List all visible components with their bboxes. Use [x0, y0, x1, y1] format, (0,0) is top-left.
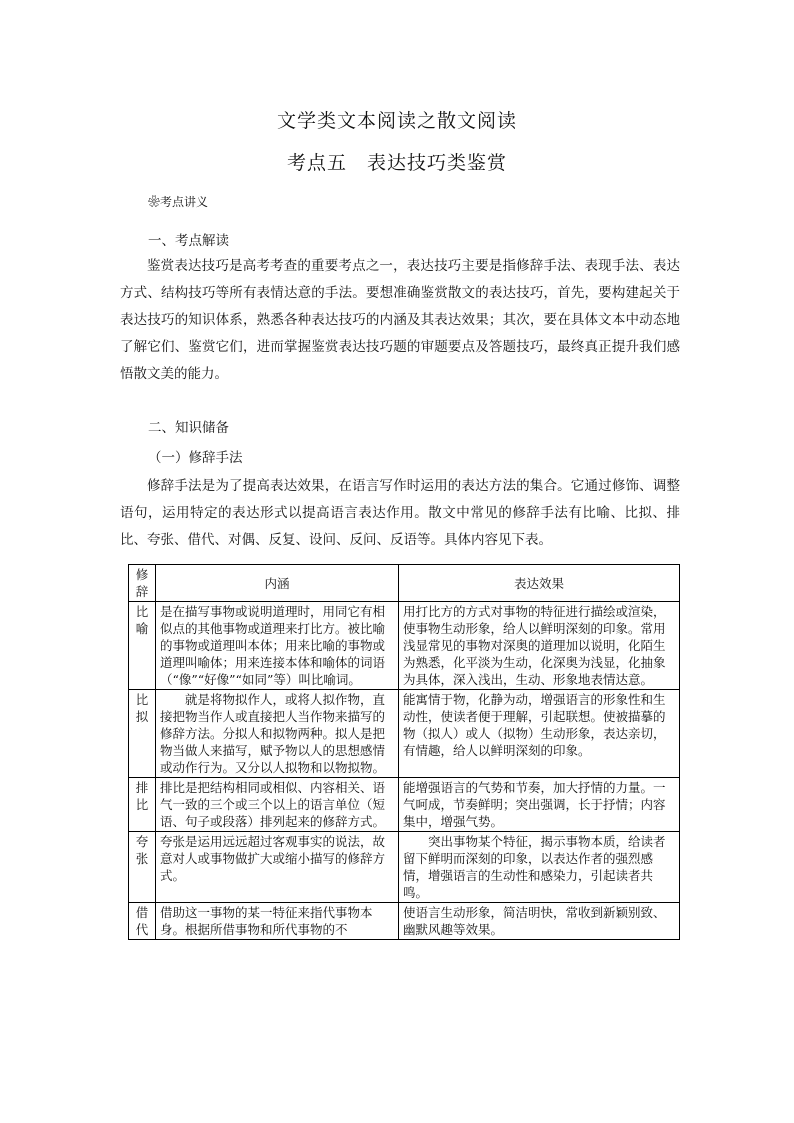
row-name: 夸张 [129, 832, 156, 903]
row-name: 比拟 [129, 690, 156, 778]
document-title: 文学类文本阅读之散文阅读 [276, 110, 517, 132]
header-effect: 表达效果 [399, 565, 680, 602]
table-row [129, 903, 680, 940]
table-row [129, 690, 680, 778]
row-effect: 突出事物某个特征，揭示事物本质，给读者留下鲜明而深刻的印象，以表达作者的强烈感情，增强语言的生动性和感染力，引起读者共鸣。 [399, 832, 680, 903]
rhetoric-table [128, 564, 680, 940]
table-row [129, 602, 680, 690]
row-name: 排比 [129, 778, 156, 832]
row-meaning: 借助这一事物的某一特征来指代事物本身。根据所借事物和所代事物的不 [156, 903, 399, 940]
section-heading-1: 一、考点解读 [148, 233, 229, 249]
row-effect: 使语言生动形象，简洁明快，常收到新颖别致、幽默风趣等效果。 [399, 903, 680, 940]
table-row [129, 778, 680, 832]
table-row [129, 832, 680, 903]
table-header-row [129, 565, 680, 602]
row-meaning: 夸张是运用远远超过客观事实的说法，故意对人或事物做扩大或缩小描写的修辞方式。 [156, 832, 399, 903]
row-effect: 能增强语言的气势和节奏，加大抒情的力量。一气呵成，节奏鲜明；突出强调，长于抒情；内容集中，增强气势。 [399, 778, 680, 832]
header-meaning: 内涵 [156, 565, 399, 602]
subsection-heading-1: （一）修辞手法 [148, 450, 243, 466]
row-meaning: 就是将物拟作人，或将人拟作物，直接把物当作人或直接把人当作物来描写的修辞方法。分拟人和拟物两种。拟人是把物当做人来描写，赋予物以人的思想感情或动作行为。又分以人拟物和以物拟物。 [156, 690, 399, 778]
row-effect: 用打比方的方式对事物的特征进行描绘或渲染，使事物生动形象，给人以鲜明深刻的印象。常用浅显常见的事物对深奥的道理加以说明，化陌生为熟悉，化平淡为生动，化深奥为浅显，化抽象为具体，深入浅出，生动、形象地表情达意。 [399, 602, 680, 690]
row-name: 借代 [129, 903, 156, 940]
row-name: 比喻 [129, 602, 156, 690]
row-meaning: 是在描写事物或说明道理时，用同它有相似点的其他事物或道理来打比方。被比喻的事物或道理叫本体；用来比喻的事物或道理叫喻体；用来连接本体和喻体的词语（“像”“好像”“如同”等）叫比喻词。 [156, 602, 399, 690]
lecture-note-label: ❀考点讲义 [148, 195, 209, 209]
document-subtitle: 考点五 表达技巧类鉴赏 [286, 152, 507, 174]
header-rhetoric: 修辞 [129, 565, 156, 602]
paragraph-2: 修辞手法是为了提高表达效果，在语言写作时运用的表达方法的集合。它通过修饰、调整语句，运用特定的表达形式以提高语言表达作用。散文中常见的修辞手法有比喻、比拟、排比、夸张、借代、对偶、反复、设问、反问、反语等。具体内容见下表。 [120, 478, 680, 548]
row-meaning: 排比是把结构相同或相似、内容相关、语气一致的三个或三个以上的语言单位（短语、句子或段落）排列起来的修辞方式。 [156, 778, 399, 832]
section-heading-2: 二、知识储备 [148, 420, 229, 436]
row-effect: 能寓情于物，化静为动，增强语言的形象性和生动性，使读者便于理解，引起联想。使被描摹的物（拟人）或人（拟物）生动形象，表达亲切，有情趣，给人以鲜明深刻的印象。 [399, 690, 680, 778]
paragraph-1: 鉴赏表达技巧是高考考查的重要考点之一，表达技巧主要是指修辞手法、表现手法、表达方式、结构技巧等所有表情达意的手法。要想准确鉴赏散文的表达技巧，首先，要构建起关于表达技巧的知识体系，熟悉各种表达技巧的内涵及其表达效果；其次，要在具体文本中动态地了解它们、鉴赏它们，进而掌握鉴赏表达技巧题的审题要点及答题技巧，最终真正提升我们感悟散文美的能力。 [120, 258, 680, 382]
